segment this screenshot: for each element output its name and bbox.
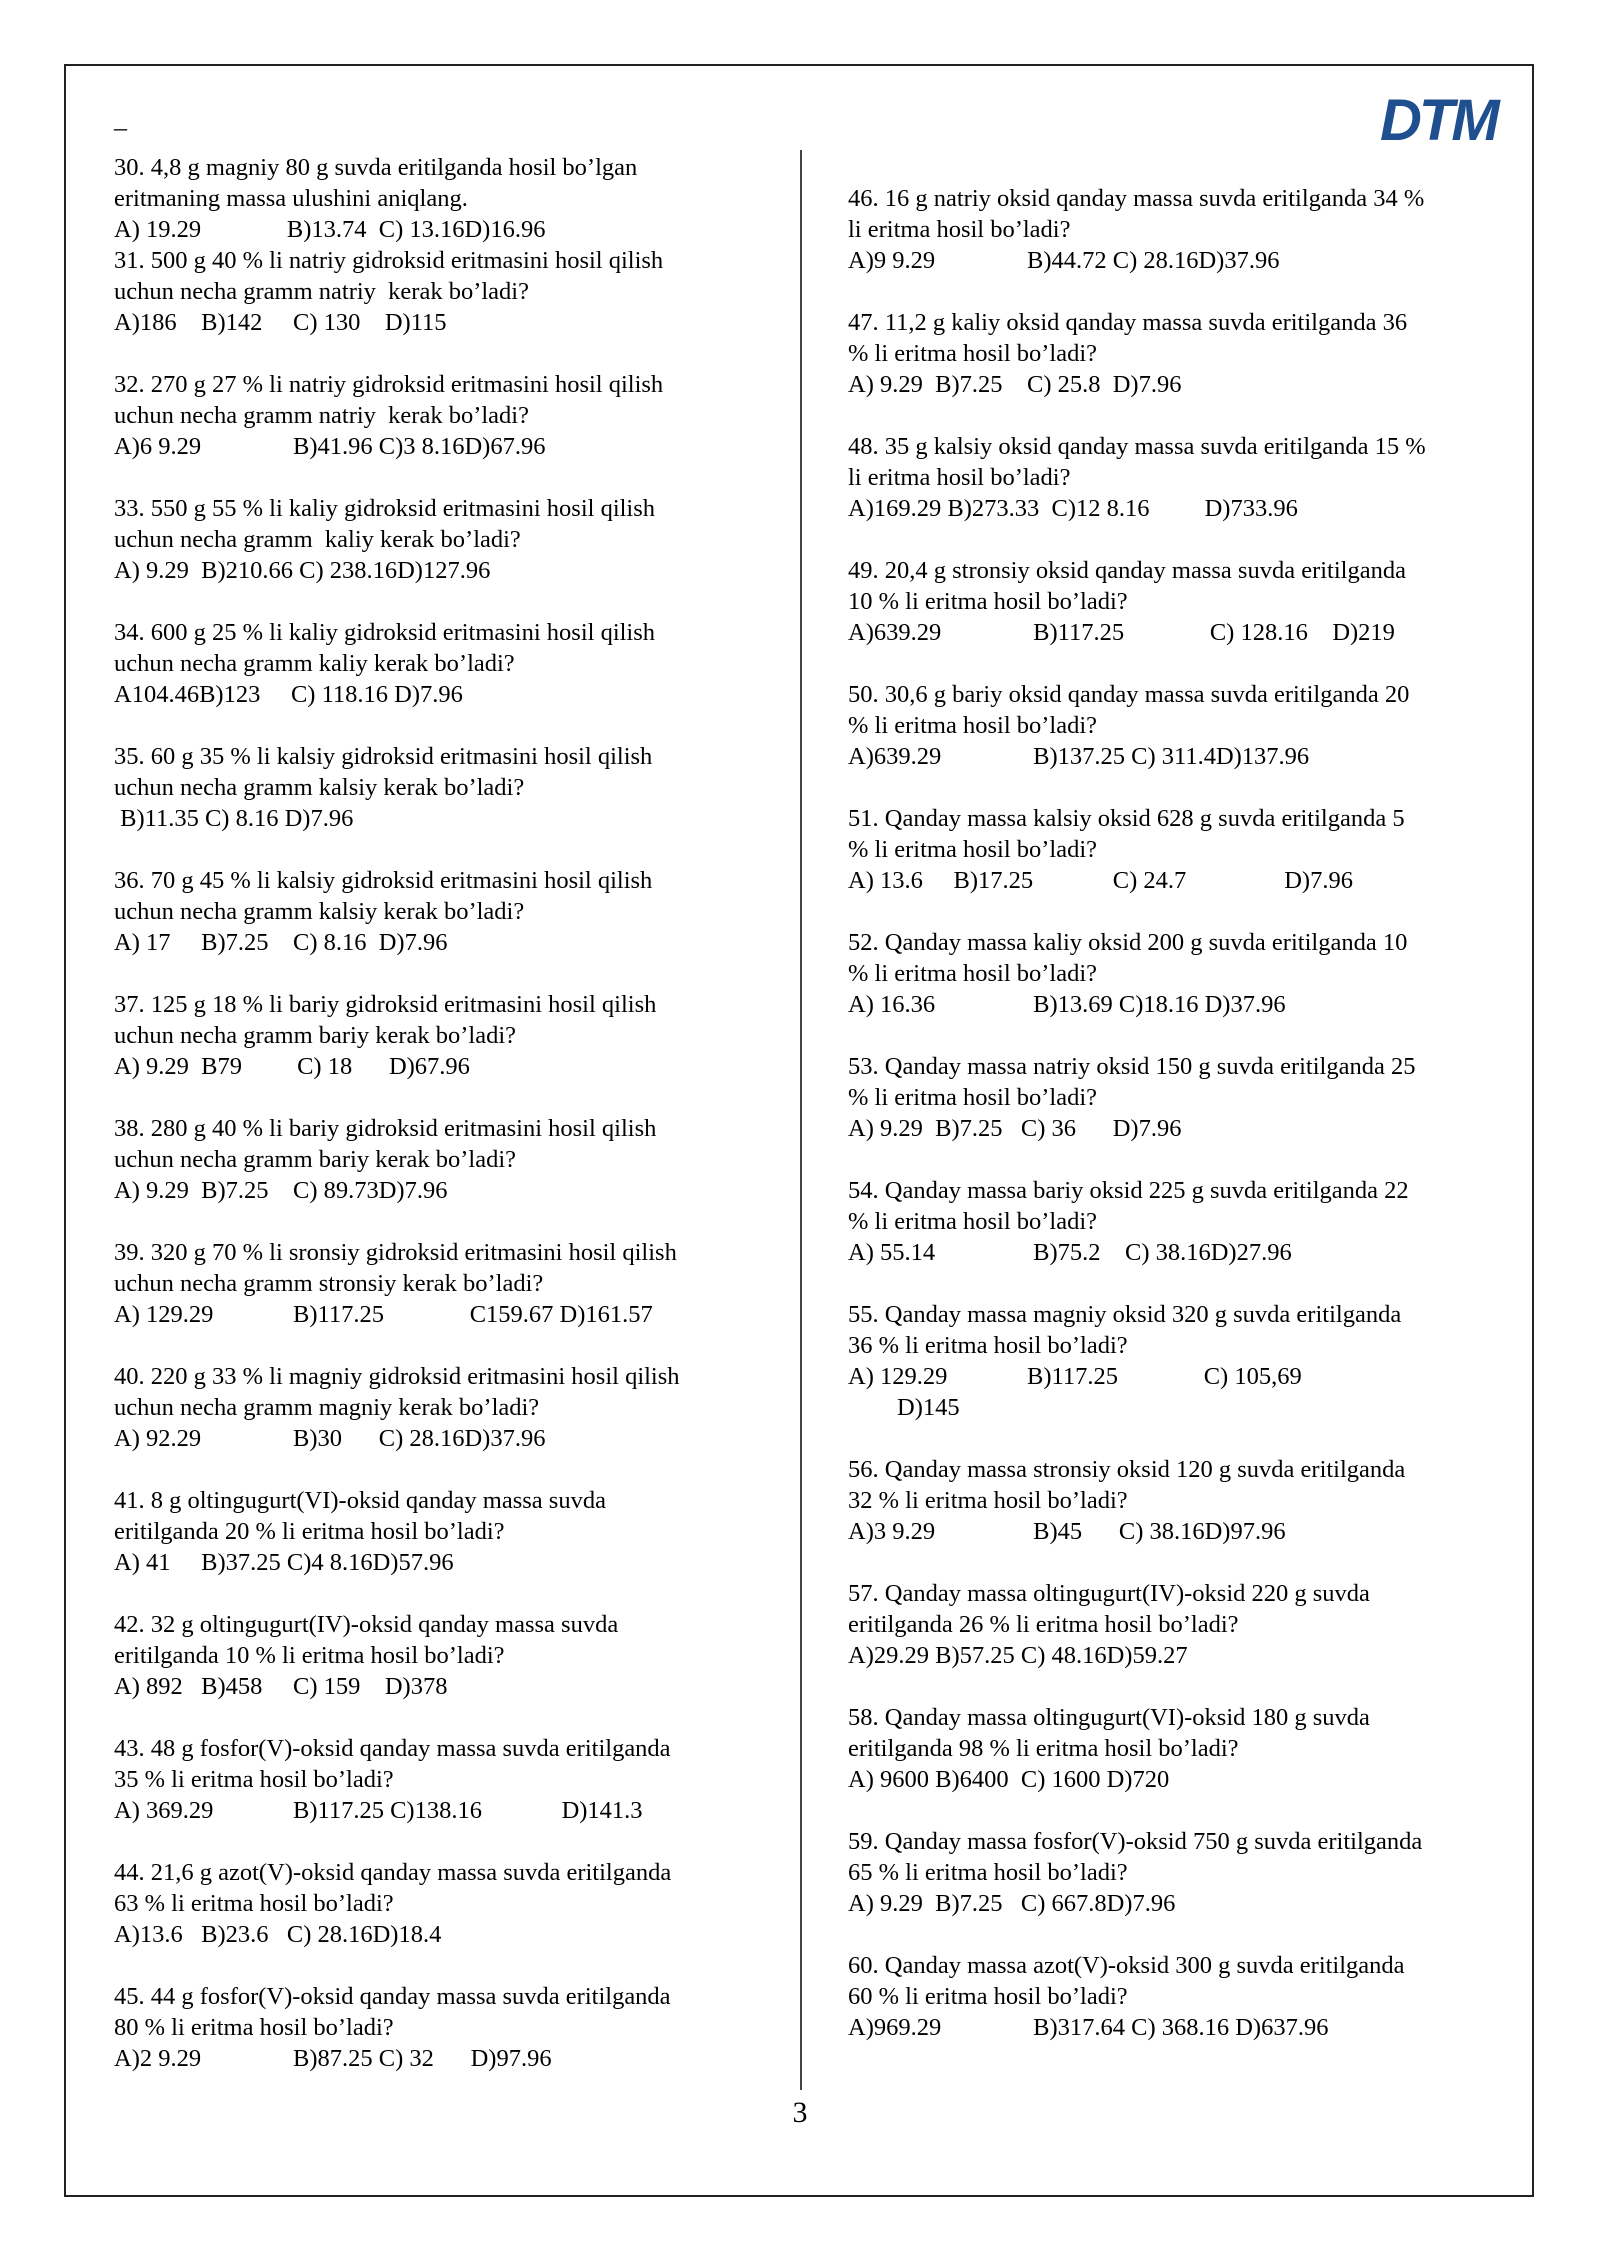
question-text: 34. 600 g 25 % li kaliy gidroksid eritmasini hosil qilish <box>114 619 656 646</box>
answer-options: A)9 9.29 B)44.72 C) 28.16D)37.96 <box>848 247 1280 274</box>
question-item <box>114 1237 754 1330</box>
question-text: uchun necha gramm natriy kerak bo’ladi? <box>114 278 529 305</box>
answer-options: A)13.6 B)23.6 C) 28.16D)18.4 <box>114 1921 442 1948</box>
question-item <box>848 1826 1500 1919</box>
question-item <box>114 152 754 245</box>
question-item <box>848 307 1500 400</box>
question-text: 35. 60 g 35 % li kalsiy gidroksid eritmasini hosil qilish <box>114 743 653 770</box>
question-text: 41. 8 g oltingugurt(VI)-oksid qanday massa suvda <box>114 1487 606 1514</box>
question-text: 37. 125 g 18 % li bariy gidroksid eritmasini hosil qilish <box>114 991 657 1018</box>
question-text: 49. 20,4 g stronsiy oksid qanday massa suvda eritilganda <box>848 557 1406 584</box>
question-text: 45. 44 g fosfor(V)-oksid qanday massa suvda eritilganda <box>114 1983 671 2010</box>
question-item <box>848 679 1500 772</box>
question-item <box>848 1578 1500 1671</box>
question-text: % li eritma hosil bo’ladi? <box>848 712 1098 739</box>
question-text: 38. 280 g 40 % li bariy gidroksid eritmasini hosil qilish <box>114 1115 657 1142</box>
answer-options: A) 9600 B)6400 C) 1600 D)720 <box>848 1766 1170 1793</box>
question-text: 48. 35 g kalsiy oksid qanday massa suvda eritilganda 15 % <box>848 433 1426 460</box>
question-item <box>114 865 754 958</box>
answer-options: A) 9.29 B79 C) 18 D)67.96 <box>114 1053 470 1080</box>
question-text: 43. 48 g fosfor(V)-oksid qanday massa suvda eritilganda <box>114 1735 671 1762</box>
question-text: % li eritma hosil bo’ladi? <box>848 1208 1098 1235</box>
question-text: 47. 11,2 g kaliy oksid qanday massa suvda eritilganda 36 <box>848 309 1408 336</box>
question-text: 10 % li eritma hosil bo’ladi? <box>848 588 1128 615</box>
dtm-logo <box>1378 90 1518 146</box>
answer-options: B)11.35 C) 8.16 D)7.96 <box>114 805 354 832</box>
question-text: 80 % li eritma hosil bo’ladi? <box>114 2014 394 2041</box>
question-text: li eritma hosil bo’ladi? <box>848 464 1071 491</box>
question-text: 30. 4,8 g magniy 80 g suvda eritilganda hosil bo’lgan <box>114 154 638 181</box>
page-number: 3 <box>792 2096 808 2129</box>
question-text: 50. 30,6 g bariy oksid qanday massa suvda eritilganda 20 <box>848 681 1410 708</box>
answer-options: A) 9.29 B)210.66 C) 238.16D)127.96 <box>114 557 491 584</box>
question-text: 40. 220 g 33 % li magniy gidroksid eritmasini hosil qilish <box>114 1363 680 1390</box>
question-item <box>848 1702 1500 1795</box>
question-item <box>114 1857 754 1950</box>
column-divider <box>800 150 802 2090</box>
answer-options: A) 92.29 B)30 C) 28.16D)37.96 <box>114 1425 546 1452</box>
header-dash: _ <box>114 104 127 133</box>
question-text: 60. Qanday massa azot(V)-oksid 300 g suvda eritilganda <box>848 1952 1405 1979</box>
question-item <box>848 183 1500 276</box>
question-item <box>114 1485 754 1578</box>
question-text: uchun necha gramm kalsiy kerak bo’ladi? <box>114 898 525 925</box>
question-text: uchun necha gramm kalsiy kerak bo’ladi? <box>114 774 525 801</box>
question-text: A) 129.29 B)117.25 C) 105,69 <box>848 1363 1302 1390</box>
question-item <box>848 1299 1500 1423</box>
question-text: uchun necha gramm magniy kerak bo’ladi? <box>114 1394 540 1421</box>
left-column <box>114 152 754 2074</box>
question-text: % li eritma hosil bo’ladi? <box>848 1084 1098 1111</box>
question-text: eritilganda 98 % li eritma hosil bo’ladi? <box>848 1735 1239 1762</box>
question-item <box>848 1175 1500 1268</box>
answer-options: A) 16.36 B)13.69 C)18.16 D)37.96 <box>848 991 1286 1018</box>
right-column <box>848 183 1500 2043</box>
dtm-logo-text: DTM <box>1380 90 1497 146</box>
question-text: uchun necha gramm kaliy kerak bo’ladi? <box>114 526 521 553</box>
answer-options: A)6 9.29 B)41.96 C)3 8.16D)67.96 <box>114 433 546 460</box>
question-item <box>848 555 1500 648</box>
answer-options: A) 9.29 B)7.25 C) 25.8 D)7.96 <box>848 371 1182 398</box>
question-text: % li eritma hosil bo’ladi? <box>848 836 1098 863</box>
question-item <box>114 1361 754 1454</box>
answer-options: A)2 9.29 B)87.25 C) 32 D)97.96 <box>114 2045 552 2072</box>
question-text: 39. 320 g 70 % li sronsiy gidroksid eritmasini hosil qilish <box>114 1239 677 1266</box>
question-item <box>848 431 1500 524</box>
question-item <box>114 1733 754 1826</box>
question-item <box>114 369 754 462</box>
question-text: 44. 21,6 g azot(V)-oksid qanday massa suvda eritilganda <box>114 1859 672 1886</box>
question-text: uchun necha gramm natriy kerak bo’ladi? <box>114 402 529 429</box>
answer-options: A) 19.29 B)13.74 C) 13.16D)16.96 <box>114 216 546 243</box>
question-item <box>848 1950 1500 2043</box>
question-text: 46. 16 g natriy oksid qanday massa suvda eritilganda 34 % <box>848 185 1425 212</box>
answer-options: A) 892 B)458 C) 159 D)378 <box>114 1673 448 1700</box>
question-item <box>848 927 1500 1020</box>
question-text: uchun necha gramm bariy kerak bo’ladi? <box>114 1022 517 1049</box>
question-item <box>848 1051 1500 1144</box>
question-item <box>114 989 754 1082</box>
question-text: 32 % li eritma hosil bo’ladi? <box>848 1487 1128 1514</box>
question-text: 35 % li eritma hosil bo’ladi? <box>114 1766 394 1793</box>
answer-options: A) 41 B)37.25 C)4 8.16D)57.96 <box>114 1549 454 1576</box>
question-text: 52. Qanday massa kaliy oksid 200 g suvda eritilganda 10 <box>848 929 1408 956</box>
answer-options: A) 17 B)7.25 C) 8.16 D)7.96 <box>114 929 448 956</box>
question-text: 42. 32 g oltingugurt(IV)-oksid qanday massa suvda <box>114 1611 619 1638</box>
question-item <box>848 803 1500 896</box>
answer-options: A)3 9.29 B)45 C) 38.16D)97.96 <box>848 1518 1286 1545</box>
question-item <box>114 1981 754 2074</box>
question-text: 53. Qanday massa natriy oksid 150 g suvda eritilganda 25 <box>848 1053 1416 1080</box>
question-text: eritilganda 20 % li eritma hosil bo’ladi? <box>114 1518 505 1545</box>
question-text: 55. Qanday massa magniy oksid 320 g suvda eritilganda <box>848 1301 1402 1328</box>
answer-options: A) 369.29 B)117.25 C)138.16 D)141.3 <box>114 1797 643 1824</box>
question-text: 33. 550 g 55 % li kaliy gidroksid eritmasini hosil qilish <box>114 495 656 522</box>
question-text: 58. Qanday massa oltingugurt(VI)-oksid 180 g suvda <box>848 1704 1370 1731</box>
question-text: li eritma hosil bo’ladi? <box>848 216 1071 243</box>
answer-options: A) 9.29 B)7.25 C) 36 D)7.96 <box>848 1115 1182 1142</box>
answer-options: A)969.29 B)317.64 C) 368.16 D)637.96 <box>848 2014 1329 2041</box>
question-text: 63 % li eritma hosil bo’ladi? <box>114 1890 394 1917</box>
answer-options: A)186 B)142 C) 130 D)115 <box>114 309 447 336</box>
question-text: 36 % li eritma hosil bo’ladi? <box>848 1332 1128 1359</box>
question-text: % li eritma hosil bo’ladi? <box>848 340 1098 367</box>
answer-options: A)169.29 B)273.33 C)12 8.16 D)733.96 <box>848 495 1298 522</box>
question-item <box>114 493 754 586</box>
answer-options: A) 55.14 B)75.2 C) 38.16D)27.96 <box>848 1239 1292 1266</box>
question-text: uchun necha gramm bariy kerak bo’ladi? <box>114 1146 517 1173</box>
answer-options: A) 129.29 B)117.25 C159.67 D)161.57 <box>114 1301 653 1328</box>
answer-options: A)639.29 B)117.25 C) 128.16 D)219 <box>848 619 1395 646</box>
answer-options: A104.46B)123 C) 118.16 D)7.96 <box>114 681 463 708</box>
question-text: 56. Qanday massa stronsiy oksid 120 g suvda eritilganda <box>848 1456 1406 1483</box>
question-text: 59. Qanday massa fosfor(V)-oksid 750 g suvda eritilganda <box>848 1828 1423 1855</box>
answer-options: A)29.29 B)57.25 C) 48.16D)59.27 <box>848 1642 1188 1669</box>
question-item <box>114 1113 754 1206</box>
question-item <box>114 617 754 710</box>
answer-options: A) 9.29 B)7.25 C) 667.8D)7.96 <box>848 1890 1176 1917</box>
question-item <box>114 741 754 834</box>
question-text: 32. 270 g 27 % li natriy gidroksid eritmasini hosil qilish <box>114 371 664 398</box>
question-text: eritilganda 26 % li eritma hosil bo’ladi? <box>848 1611 1239 1638</box>
answer-options: A) 13.6 B)17.25 C) 24.7 D)7.96 <box>848 867 1353 894</box>
question-text: eritmaning massa ulushini aniqlang. <box>114 185 468 212</box>
question-text: 57. Qanday massa oltingugurt(IV)-oksid 220 g suvda <box>848 1580 1370 1607</box>
question-text: 54. Qanday massa bariy oksid 225 g suvda eritilganda 22 <box>848 1177 1409 1204</box>
question-text: % li eritma hosil bo’ladi? <box>848 960 1098 987</box>
question-text: 65 % li eritma hosil bo’ladi? <box>848 1859 1128 1886</box>
answer-options: D)145 <box>848 1394 960 1421</box>
question-text: uchun necha gramm kaliy kerak bo’ladi? <box>114 650 515 677</box>
question-text: 36. 70 g 45 % li kalsiy gidroksid eritmasini hosil qilish <box>114 867 653 894</box>
question-text: 51. Qanday massa kalsiy oksid 628 g suvda eritilganda 5 <box>848 805 1405 832</box>
answer-options: A) 9.29 B)7.25 C) 89.73D)7.96 <box>114 1177 448 1204</box>
question-item <box>114 245 754 338</box>
question-item <box>114 1609 754 1702</box>
question-text: uchun necha gramm stronsiy kerak bo’ladi? <box>114 1270 544 1297</box>
answer-options: A)639.29 B)137.25 C) 311.4D)137.96 <box>848 743 1310 770</box>
question-text: eritilganda 10 % li eritma hosil bo’ladi? <box>114 1642 505 1669</box>
question-text: 60 % li eritma hosil bo’ladi? <box>848 1983 1128 2010</box>
question-item <box>848 1454 1500 1547</box>
question-text: 31. 500 g 40 % li natriy gidroksid eritmasini hosil qilish <box>114 247 664 274</box>
